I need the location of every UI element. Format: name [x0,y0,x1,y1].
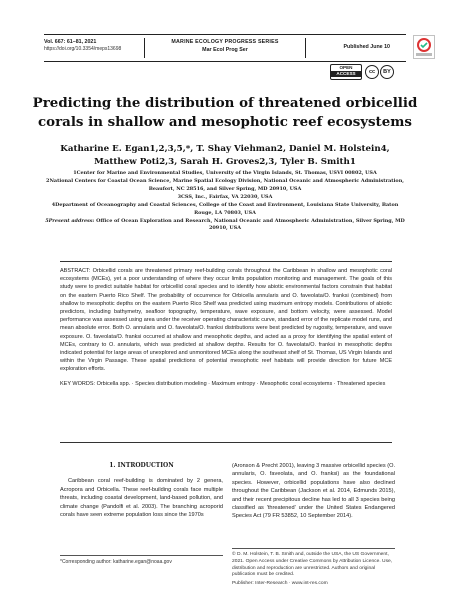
intro-paragraph-left: Caribbean coral reef-building is dominated by 2 genera, Acropora and Orbicella. These reef-building corals face multiple threats, including coastal development, land-based pollution, and climate change (Pandolfi et al. 2003). The branching acroporid corals have seen extreme population loss since the 1970s [60,478,223,519]
header-rule-bottom [44,61,406,62]
corresponding-author-footnote: *Corresponding author: katharine.egan@noaa.gov [60,555,223,566]
body-column-right [232,462,395,521]
affiliation-4: 4Department of Oceanography and Coastal Sciences, College of the Coast and Environment, Louisiana State University, Baton Rouge, LA 70803, USA [51,202,399,216]
keywords: KEY WORDS: Orbicella spp. · Species distribution modeling · Maximum entropy · Mesophotic coral ecosystems · Threatened species [60,380,386,387]
intro-paragraph-right: (Aronson & Precht 2001), leaving 3 massive orbicellid species (O. annularis, O. faveolata, and O. franksi) as the foundational species. However, orbicellid populations have also declined throughout the Caribbean (Jackson et al. 2014, Edmunds 2015), and their recent precipitous decline has led to all 3 species being classified as 'threatened' under the United States Endangered Species Act (79 FR 53852, 10 September 2014). [232,463,395,520]
check-for-updates-icon[interactable] [413,35,435,59]
doi-link[interactable]: https://doi.org/10.3354/meps13698 [44,46,122,52]
copyright-text: © D. M. Holstein, T. B. Smith and, outside the USA, the US Government, 2021. Open Access under Creative Commons by Attribution Licence. Use, distribution and reproduction are unrestricted. Authors and original publication must be credited. [232,552,393,578]
open-access-badge[interactable] [330,64,362,80]
article-title: Predicting the distribution of threatened orbicellid corals in shallow and mesophotic reef ecosystems [32,95,418,130]
cc-by-icon[interactable]: BY [380,65,394,79]
author-list: Katharine E. Egan1,2,3,5,*, T. Shay Viehman2, Daniel M. Holstein4, Matthew Poti2,3, Sarah H. Groves2,3, Tyler B. Smith1 [60,144,390,167]
journal-header [44,34,406,62]
present-address [44,218,406,232]
cc-icon[interactable]: cc [365,65,379,79]
abstract-rule-top [60,261,392,262]
affiliation-2: 2National Centers for Coastal Ocean Science, Marine Spatial Ecology Division, National Oceanic and Atmospheric Administration, Beaufort, NC 28516, and Silver Spring, MD 20910, USA [46,178,404,192]
volume-text: Vol. 667: 61–81, 2021 [44,39,97,45]
section-heading-introduction: 1. INTRODUCTION [109,462,174,469]
publisher-line: Publisher: Inter-Research · www.int-res.com [232,581,328,587]
published-date: Published June 10 [343,44,390,50]
journal-abbreviation: Mar Ecol Prog Ser [202,47,248,53]
present-address-label: 5Present address: [45,217,95,224]
copyright-notice [232,548,395,588]
journal-name: MARINE ECOLOGY PROGRESS SERIES [171,39,279,45]
abstract-rule-bottom [60,442,392,443]
body-column-left [60,462,223,519]
affiliation-1: 1Center for Marine and Environmental Studies, University of the Virgin Islands, St. Thomas, USVI 00802, USA [73,170,377,176]
affiliation-3: 3CSS, Inc., Fairfax, VA 22030, USA [177,193,273,200]
open-access-top: OPEN [339,65,353,70]
volume-info [44,38,154,53]
abstract-block [60,267,392,388]
abstract-text: ABSTRACT: Orbicellid corals are threatened primary reef-building corals throughout the Caribbean in shallow and mesophotic coral ecosystems (MCEs), yet a poor understanding of where they occur limits population monitoring and management. The goals of this study were to predict suitable habitat for orbicellid coral species and to identify how abiotic environmental factors constrain that habitat on the eastern Puerto Rico Shelf. The probability of occurrence for Orbicella annularis and O. faveolata/O. franksi (combined) from shallow to mesophotic depths on the eastern Puerto Rico Shelf was predicted using maximum entropy models. Contributions of abiotic predictors, including bathymetry, seafloor topography, temperature, wave exposure, and bottom velocity, were assessed. Model performance was assessed using area under the receiver operating characteristic curve, standard error of the replicate model runs, and mean absolute error. Both O. annularis and O. faveolata/O. franksi distributions were best predicted by rugosity, temperature, and wave exposure. O. faveolata/O. franksi occurred at shallow and mesophotic depths, and acted as a proxy for identifying the spatial extent of MCEs, contrary to O. annularis, which was predicted at shallow depths. Results for O. faveolata/O. franksi in mesophotic depths indicated potential for large areas of unexplored and unmonitored MCEs along the southeast shelf of St. Thomas, US Virgin Islands and within the Virgin Passage. These spatial predictions of potential mesophotic reef habitats will provide direction for future MCE exploration efforts. [60,268,392,373]
journal-name-block [144,38,306,58]
present-address-text: Office of Ocean Exploration and Research, National Oceanic and Atmospheric Administration, Silver Spring, MD 20910, USA [96,217,405,232]
open-access-bottom: ACCESS [331,71,361,77]
header-rule-top [44,34,406,35]
affiliations [44,170,406,234]
